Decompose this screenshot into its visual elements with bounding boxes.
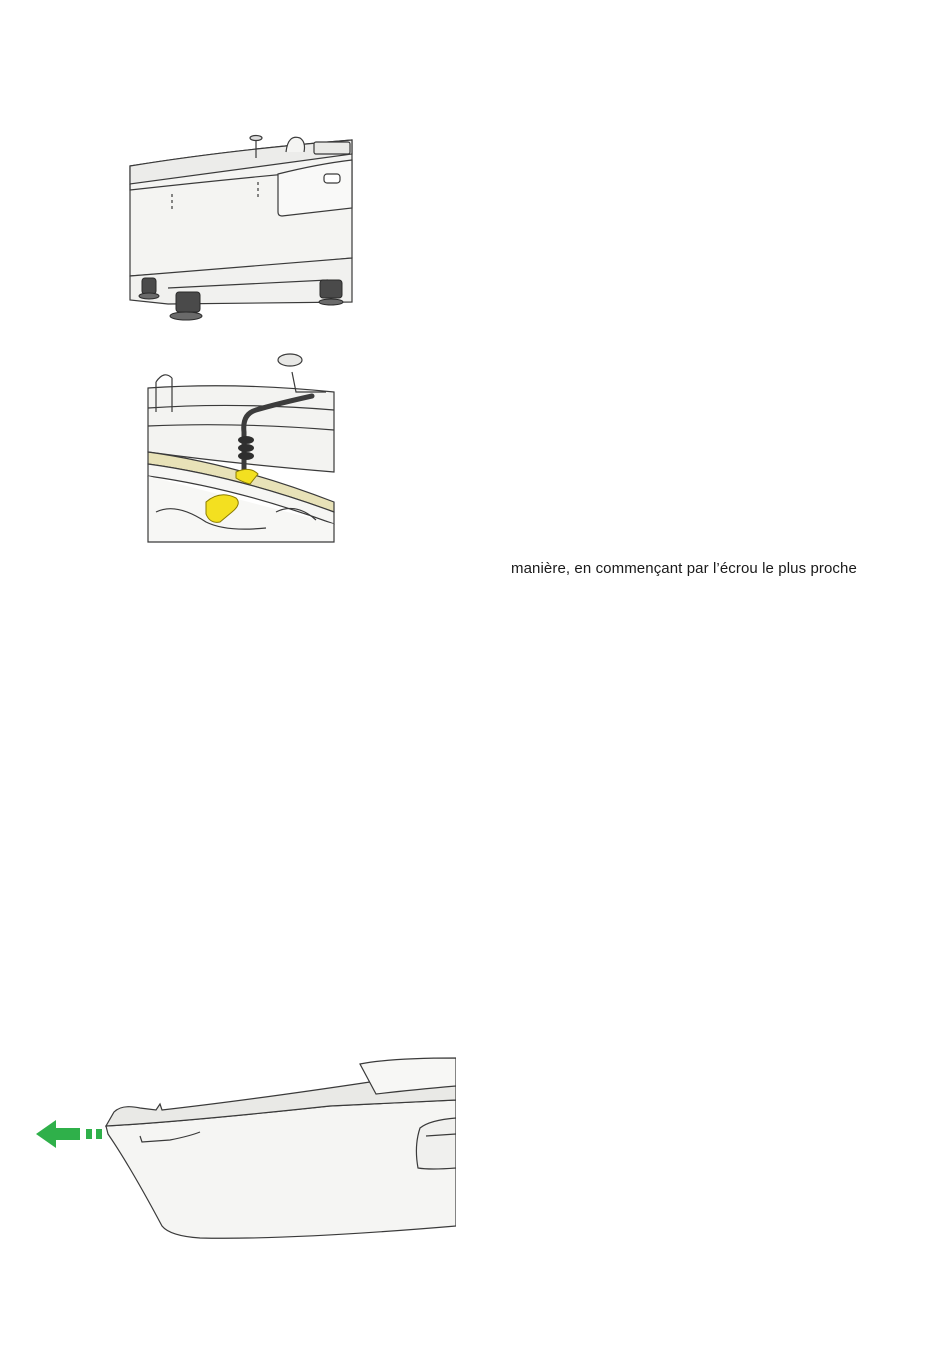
boat-base-with-feet-illustration xyxy=(128,128,354,324)
strap-and-yellow-tool-illustration xyxy=(146,352,336,546)
hull-with-green-arrow-illustration xyxy=(30,1056,456,1242)
instruction-text: manière, en commençant par l’écrou le plus proche xyxy=(511,560,857,577)
